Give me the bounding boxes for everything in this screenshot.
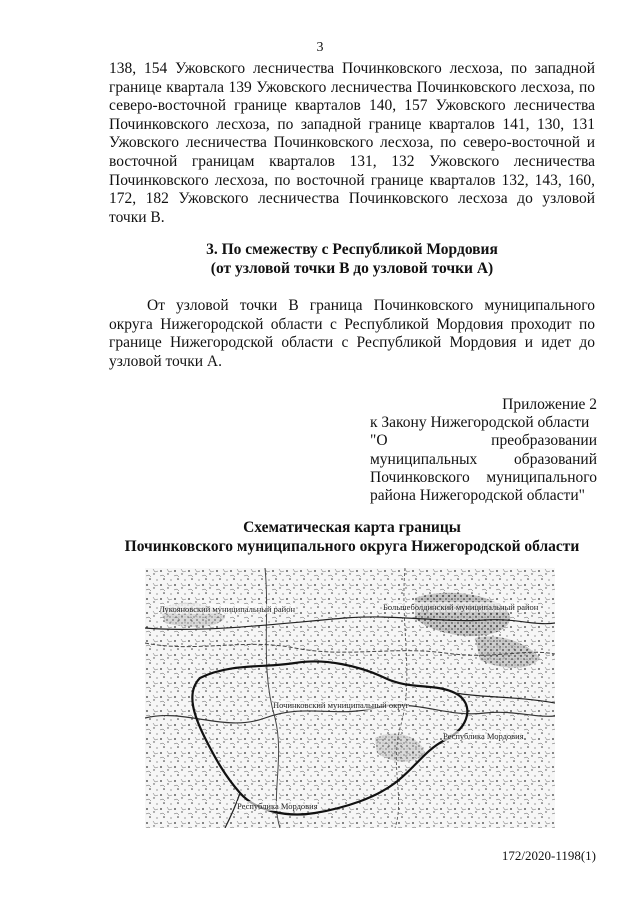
map-label-mordovia-east: Республика Мордовия bbox=[443, 731, 524, 741]
schematic-map bbox=[145, 568, 555, 828]
appendix-line6: района Нижегородской области" bbox=[370, 487, 585, 505]
appendix-line1: Приложение 2 bbox=[502, 396, 597, 413]
map-label-bolsheboldinsky: Большеболдинский муниципальный район bbox=[383, 602, 539, 612]
section-heading bbox=[109, 240, 595, 278]
appendix-line5: Починковского муниципального bbox=[370, 468, 597, 486]
appendix-line4: муниципальных образований bbox=[370, 450, 597, 468]
map-title-line1: Схематическая карта границы bbox=[243, 519, 461, 536]
body-paragraph-1: 138, 154 Ужовского лесничества Починковского лесхоза, по западной границе квартала 139 Ужовского лесничества Починковского лесхоза, по северо-восточной границе кварталов 140, 157 Ужовского лесничества Починковского лесхоза, по западной границе кварталов 141, 130, 131 Ужовского лесничества Починковского лесхоза, по северо-восточной и восточной границам кварталов 131, 132 Ужовского лесничества Починковского лесхоза, по восточной границе кварталов 132, 143, 160, 172, 182 Ужовского лесничества Починковского лесхоза до узловой точки В. bbox=[109, 60, 595, 226]
appendix-line2: к Закону Нижегородской области bbox=[370, 414, 590, 432]
section-heading-line2: (от узловой точки В до узловой точки А) bbox=[210, 260, 494, 277]
page-number: 3 bbox=[316, 40, 324, 55]
section-heading-line1: 3. По смежеству с Республикой Мордовия bbox=[206, 241, 498, 258]
map-title-line2: Починковского муниципального округа Нижегородской области bbox=[124, 538, 580, 555]
document-number: 172/2020-1198(1) bbox=[501, 848, 596, 863]
map-label-mordovia-south: Республика Мордовия bbox=[237, 801, 318, 811]
appendix-line3: "О преобразовании bbox=[370, 432, 597, 450]
map-label-lukoyanovsky: Лукояновский муниципальный район bbox=[159, 604, 296, 614]
appendix-block bbox=[370, 396, 597, 505]
map-title bbox=[109, 518, 595, 556]
body-paragraph-2: От узловой точки В граница Починковского муниципального округа Нижегородской области с Республикой Мордовия проходит по границе Нижегородской области с Республикой Мордовия и идет до узловой точки А. bbox=[109, 297, 595, 370]
map-label-pochinkovsky: Починковский муниципальный округ bbox=[273, 700, 410, 710]
